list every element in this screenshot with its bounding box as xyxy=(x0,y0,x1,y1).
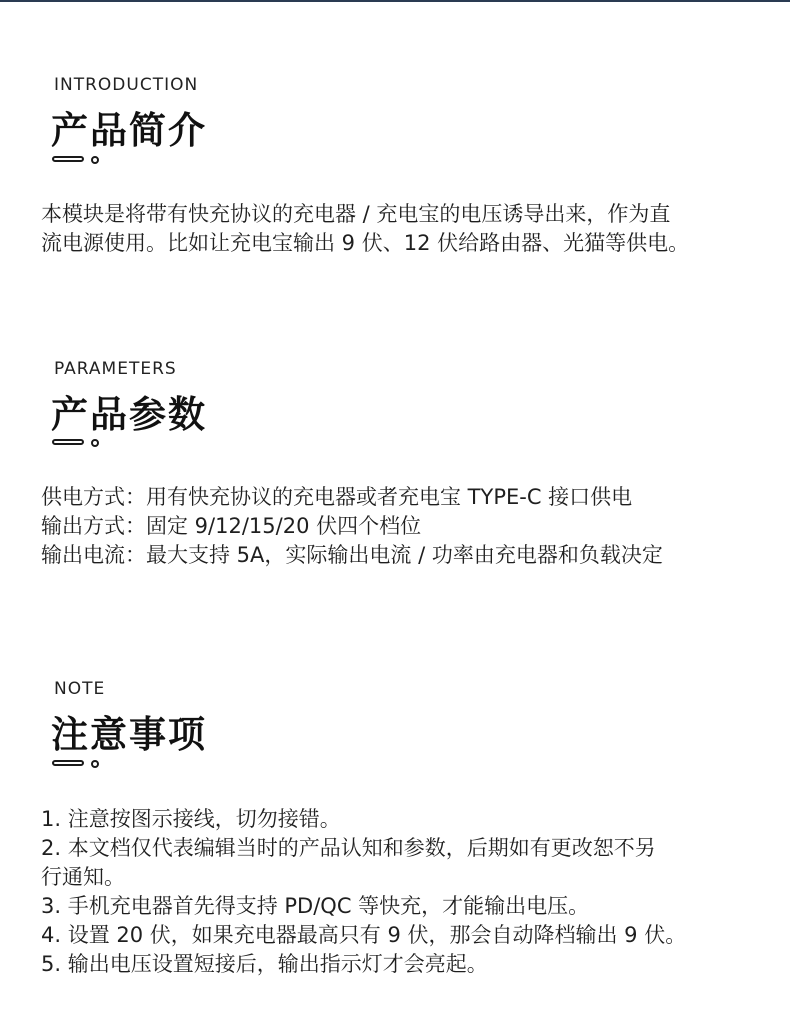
note-item: 2. 本文档仅代表编辑当时的产品认知和参数，后期如有更改恕不另 xyxy=(41,836,656,860)
section-title: 产品简介 xyxy=(51,109,207,152)
section-eyebrow: PARAMETERS xyxy=(54,359,177,379)
section-body xyxy=(41,805,761,979)
section-eyebrow: NOTE xyxy=(54,679,106,699)
section-body xyxy=(41,200,761,258)
title-decoration-icon xyxy=(52,438,102,448)
note-item: 1. 注意按图示接线，切勿接错。 xyxy=(41,807,341,831)
param-line-power-supply: 供电方式：用有快充协议的充电器或者充电宝 TYPE-C 接口供电 xyxy=(41,485,633,509)
section-body xyxy=(41,483,761,570)
top-border-line xyxy=(0,0,790,2)
body-line: 流电源使用。比如让充电宝输出 9 伏、12 伏给路由器、光猫等供电。 xyxy=(41,231,690,255)
section-title: 产品参数 xyxy=(51,393,207,436)
body-line: 本模块是将带有快充协议的充电器 / 充电宝的电压诱导出来，作为直 xyxy=(41,202,671,226)
title-decoration-icon xyxy=(52,759,102,769)
section-title: 注意事项 xyxy=(51,713,207,756)
note-item: 4. 设置 20 伏，如果充电器最高只有 9 伏，那会自动降档输出 9 伏。 xyxy=(41,923,687,947)
note-item: 3. 手机充电器首先得支持 PD/QC 等快充，才能输出电压。 xyxy=(41,894,590,918)
note-item: 5. 输出电压设置短接后，输出指示灯才会亮起。 xyxy=(41,952,488,976)
note-item-continued: 行通知。 xyxy=(41,865,125,889)
section-eyebrow: INTRODUCTION xyxy=(54,75,199,95)
title-decoration-icon xyxy=(52,155,102,165)
param-line-output-mode: 输出方式：固定 9/12/15/20 伏四个档位 xyxy=(41,514,422,538)
param-line-output-current: 输出电流：最大支持 5A，实际输出电流 / 功率由充电器和负载决定 xyxy=(41,543,663,567)
